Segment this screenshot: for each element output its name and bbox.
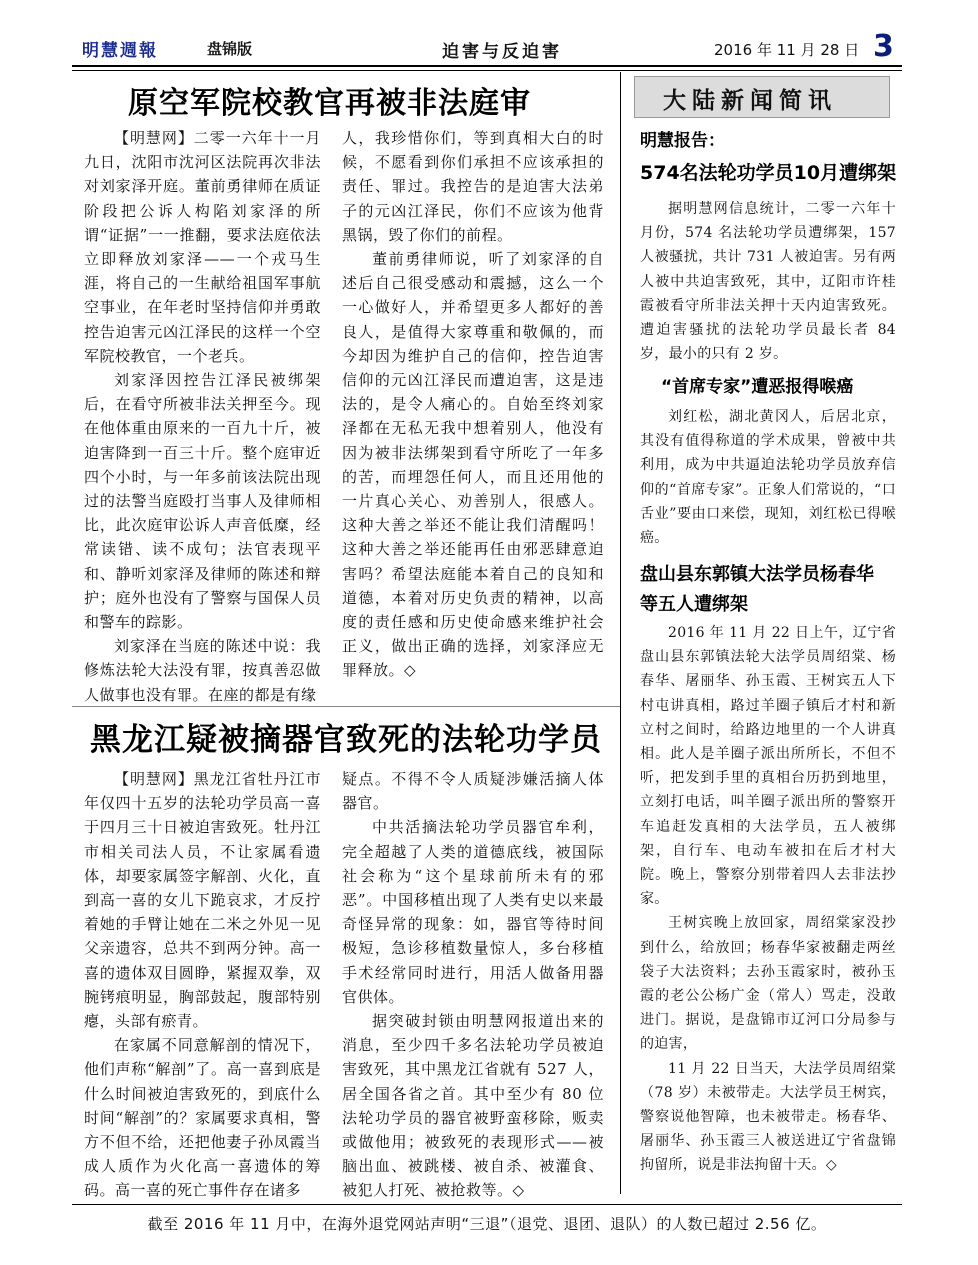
- article1-title: 原空军院校教官再被非法庭审: [128, 86, 531, 121]
- paragraph: 刘红松，湖北黄冈人，后居北京，其没有值得称道的学术成果，曾被中共利用，成为中共逼迫法轮功学员放弃信仰的“首席专家”。正象人们常说的，“口舌业”要由口来偿，现知，刘红松已得喉癌。: [640, 409, 896, 547]
- paragraph: 【明慧网】二零一六年十一月九日，沈阳市沈河区法院再次非法对刘家泽开庭。董前勇律师在质证阶段把公诉人构陷刘家泽的所谓“证据”一一推翻，要求法庭依法立即释放刘家泽——一个戎马生涯，将自己的一生献给祖国军事航空事业，在年老时坚持信仰并勇敢控告迫害元凶江泽民的这样一个空军院校教官，一个老兵。: [84, 129, 321, 365]
- report-label: 明慧报告：: [640, 131, 725, 151]
- section-title: 迫害与反迫害: [442, 42, 562, 62]
- paragraph: 11 月 22 日当天，大法学员周绍棠（78 岁）未被带走。大法学员王树宾，警察说他智障，也未被带走。杨春华、屠丽华、孙玉霞三人被送进辽宁省盘锦拘留所，说是非法拘留十天。◇: [640, 1060, 896, 1174]
- sidebar-title-box: [634, 76, 890, 118]
- sidebar-title: 大陆新闻简讯: [663, 88, 837, 114]
- paragraph: 据突破封锁由明慧网报道出来的消息，至少四千多名法轮功学员被迫害致死，其中黑龙江省就有 527 人，居全国各省之首。其中至少有 80 位法轮功学员的器官被野蛮移除，贩卖或做他用；被致死的表现形式——被脑出血、被跳楼、被自杀、被灌食、被犯人打死、被抢救等。◇: [342, 1012, 604, 1200]
- news-item3-title: 盘山县东郭镇大法学员杨春华等五人遭绑架: [640, 564, 874, 615]
- article1-column-1: [84, 126, 321, 707]
- news-item1-text: [640, 197, 896, 366]
- column-divider: [620, 72, 621, 1194]
- header-rule-thin: [72, 70, 902, 71]
- footer-notice: 截至 2016 年 11 月中，在海外退党网站声明“三退”（退党、退团、退队）的人数已超过 2.56 亿。: [147, 1215, 827, 1233]
- paragraph: 王树宾晚上放回家，周绍棠家没抄到什么，给放回；杨春华家被翻走两丝袋子大法资料；去孙玉霞家时，被孙玉霞的老公公杨广金（常人）骂走，没敢进门。据说，是盘锦市辽河口分局参与的迫害，: [640, 915, 896, 1053]
- paragraph: 中共活摘法轮功学员器官牟利，完全超越了人类的道德底线，被国际社会称为“这个星球前所未有的邪恶”。中国移植出现了人类有史以来最奇怪异常的现象：如，器官等待时间极短，急诊移植数量惊人，多台移植手术经常同时进行，用活人做备用器官供体。: [342, 818, 604, 1006]
- header-rule: [72, 65, 902, 67]
- news-item3-text: [640, 621, 896, 1178]
- footer-rule: [72, 1204, 902, 1205]
- paragraph: 【明慧网】黑龙江省牡丹江市年仅四十五岁的法轮功学员高一喜于四月三十日被迫害致死。牡丹江市相关司法人员，不让家属看遗体，却要家属签字解剖、火化，直到高一喜的女儿下跪哀求，才反拧着她的手臂让她在二米之外见一见父亲遗容，总共不到两分钟。高一喜的遗体双目圆睁，紧握双拳，双腕铐痕明显，胸部鼓起，腹部特别瘪，头部有瘀青。: [84, 770, 321, 1031]
- paragraph: 疑点。不得不令人质疑涉嫌活摘人体器官。: [342, 770, 604, 813]
- page-number: 3: [873, 29, 894, 64]
- news-item2-text: [640, 405, 896, 550]
- masthead: 明慧週報: [82, 41, 158, 61]
- article1-column-2: [342, 126, 604, 683]
- paragraph: 在家属不同意解剖的情况下，他们声称“解剖”了。高一喜到底是什么时间被迫害致死的，到底什么时间“解剖”的？家属要求真相，警方不但不给，还把他妻子孙凤霞当成人质作为火化高一喜遗体的筹码。高一喜的死亡事件存在诸多: [84, 1036, 321, 1200]
- news-item2-title: “首席专家”遭恶报得喉癌: [661, 377, 854, 397]
- paragraph: 刘家泽在当庭的陈述中说：我修炼法轮大法没有罪，按真善忍做人做事也没有罪。在座的都是有缘: [84, 637, 321, 704]
- article2-title: 黑龙江疑被摘器官致死的法轮功学员: [90, 722, 602, 758]
- paragraph: 刘家泽因控告江泽民被绑架后，在看守所被非法关押至今。现在他体重由原来的一百九十斤，被迫害降到一百三十斤。整个庭审近四个小时，与一年多前该法院出现过的法警当庭殴打当事人及律师相比，此次庭审讼诉人声音低糜，经常读错、读不成句；法官表现平和、静听刘家泽及律师的陈述和辩护；庭外也没有了警察与国保人员和警车的踪影。: [84, 371, 321, 632]
- article2-column-2: [342, 767, 604, 1203]
- paragraph: 2016 年 11 月 22 日上午，辽宁省盘山县东郭镇法轮大法学员周绍棠、杨春华、屠丽华、孙玉霞、王树宾五人下村屯讲真相，路过羊圈子镇后才村和新立村之间时，给路边地里的一个人讲真相。此人是羊圈子派出所所长，不但不听，把发到手里的真相台历扔到地里，立刻打电话，叫羊圈子派出所的警察开车追赶发真相的大法学员，五人被绑架，自行车、电动车被扣在后才村大院。晚上，警察分别带着四人去非法抄家。: [640, 625, 896, 908]
- article-separator: [72, 706, 620, 707]
- paragraph: 据明慧网信息统计，二零一六年十月份，574 名法轮功学员遭绑架，157 人被骚扰，共计 731 人被迫害。另有两人被中共迫害致死，其中，辽阳市许桂霞被看守所非法关押十天内迫害致死。遭迫害骚扰的法轮功学员最长者 84 岁，最小的只有 2 岁。: [640, 201, 896, 363]
- news-item1-title: 574名法轮功学员10月遭绑架: [640, 162, 897, 184]
- article2-column-1: [84, 767, 321, 1203]
- issue-date: 2016 年 11 月 28 日: [714, 41, 860, 59]
- paragraph: 董前勇律师说，听了刘家泽的自述后自己很受感动和震撼，这么一个一心做好人，并希望更多人都好的善良人，是值得大家尊重和敬佩的，而今却因为维护自己的信仰，控告迫害信仰的元凶江泽民而遭迫害，这是违法的，是令人痛心的。自始至终刘家泽都在无私无我中想着别人，他没有因为被非法绑架到看守所吃了一年多的苦，而埋怨任何人，而且还用他的一片真心关心、劝善别人，很感人。这种大善之举还不能让我们清醒吗！这种大善之举还能再任由邪恶肆意迫害吗？希望法庭能本着自己的良知和道德，本着对历史负责的精神，以高度的责任感和历史使命感来维护社会正义，做出正确的选择，刘家泽应无罪释放。◇: [342, 250, 604, 680]
- paragraph: 人，我珍惜你们，等到真相大白的时候，不愿看到你们承担不应该承担的责任、罪过。我控告的是迫害大法弟子的元凶江泽民，你们不应该为他背黑锅，毁了你们的前程。: [342, 129, 604, 244]
- edition-label: 盘锦版: [207, 40, 253, 58]
